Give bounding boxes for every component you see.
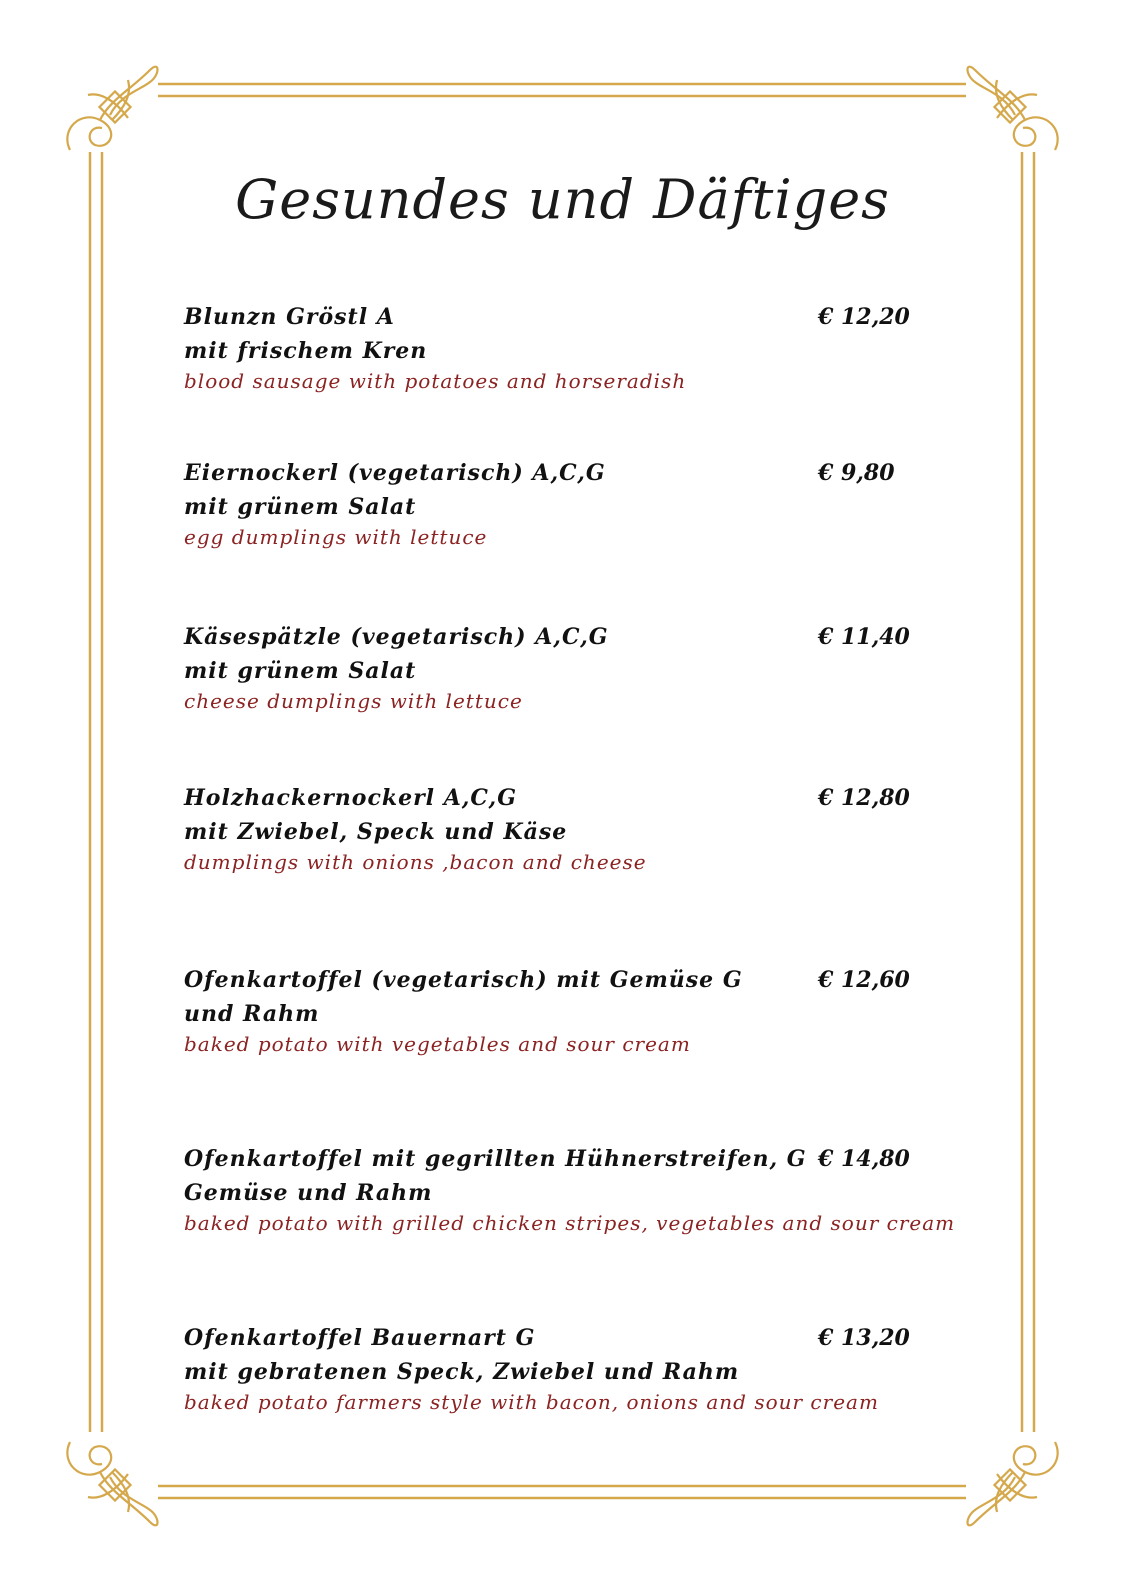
dish-side: mit grünem Salat [184,658,417,684]
dish-english: blood sausage with potatoes and horseradish [184,369,687,393]
dish-name: Ofenkartoffel mit gegrillten Hühnerstreifen, G [184,1146,807,1172]
corner-ornament-top-right [968,67,1058,150]
corner-ornament-bottom-left [67,1442,157,1525]
dish-name: Ofenkartoffel (vegetarisch) mit Gemüse G [184,967,743,993]
dish-price: € 11,40 [818,624,910,650]
dish-price: € 9,80 [818,460,895,486]
dish-side: mit frischem Kren [184,338,428,364]
dish-name: Holzhackernockerl A,C,G [184,785,517,811]
dish-english: egg dumplings with lettuce [184,525,488,549]
page-title: Gesundes und Däftiges [235,168,890,231]
dish-english: baked potato with vegetables and sour cream [184,1032,691,1056]
dish-side: und Rahm [184,1001,320,1027]
menu-item [184,300,944,394]
dish-name: Eiernockerl (vegetarisch) A,C,G [184,460,606,486]
dish-name: Käsespätzle (vegetarisch) A,C,G [184,624,609,650]
dish-price: € 12,20 [818,304,910,330]
menu-item [184,620,944,714]
dish-price: € 13,20 [818,1325,910,1351]
dish-english: baked potato with grilled chicken stripes, vegetables and sour cream [184,1211,956,1235]
dish-side: mit grünem Salat [184,494,417,520]
dish-name: Ofenkartoffel Bauernart G [184,1325,536,1351]
dish-side: mit Zwiebel, Speck und Käse [184,819,568,845]
corner-ornament-top-left [67,67,157,150]
menu-item [184,456,944,550]
dish-english: cheese dumplings with lettuce [184,689,523,713]
dish-name: Blunzn Gröstl A [184,304,395,330]
dish-english: baked potato farmers style with bacon, onions and sour cream [184,1390,879,1414]
menu-item [184,963,944,1057]
dish-english: dumplings with onions ,bacon and cheese [184,850,647,874]
menu-item [184,1142,956,1236]
dish-price: € 12,80 [818,785,910,811]
dish-side: Gemüse und Rahm [184,1180,433,1206]
corner-ornament-bottom-right [968,1442,1058,1525]
menu-item [184,1321,944,1415]
dish-price: € 12,60 [818,967,910,993]
dish-side: mit gebratenen Speck, Zwiebel und Rahm [184,1359,740,1385]
menu-item [184,781,944,875]
dish-price: € 14,80 [818,1146,910,1172]
